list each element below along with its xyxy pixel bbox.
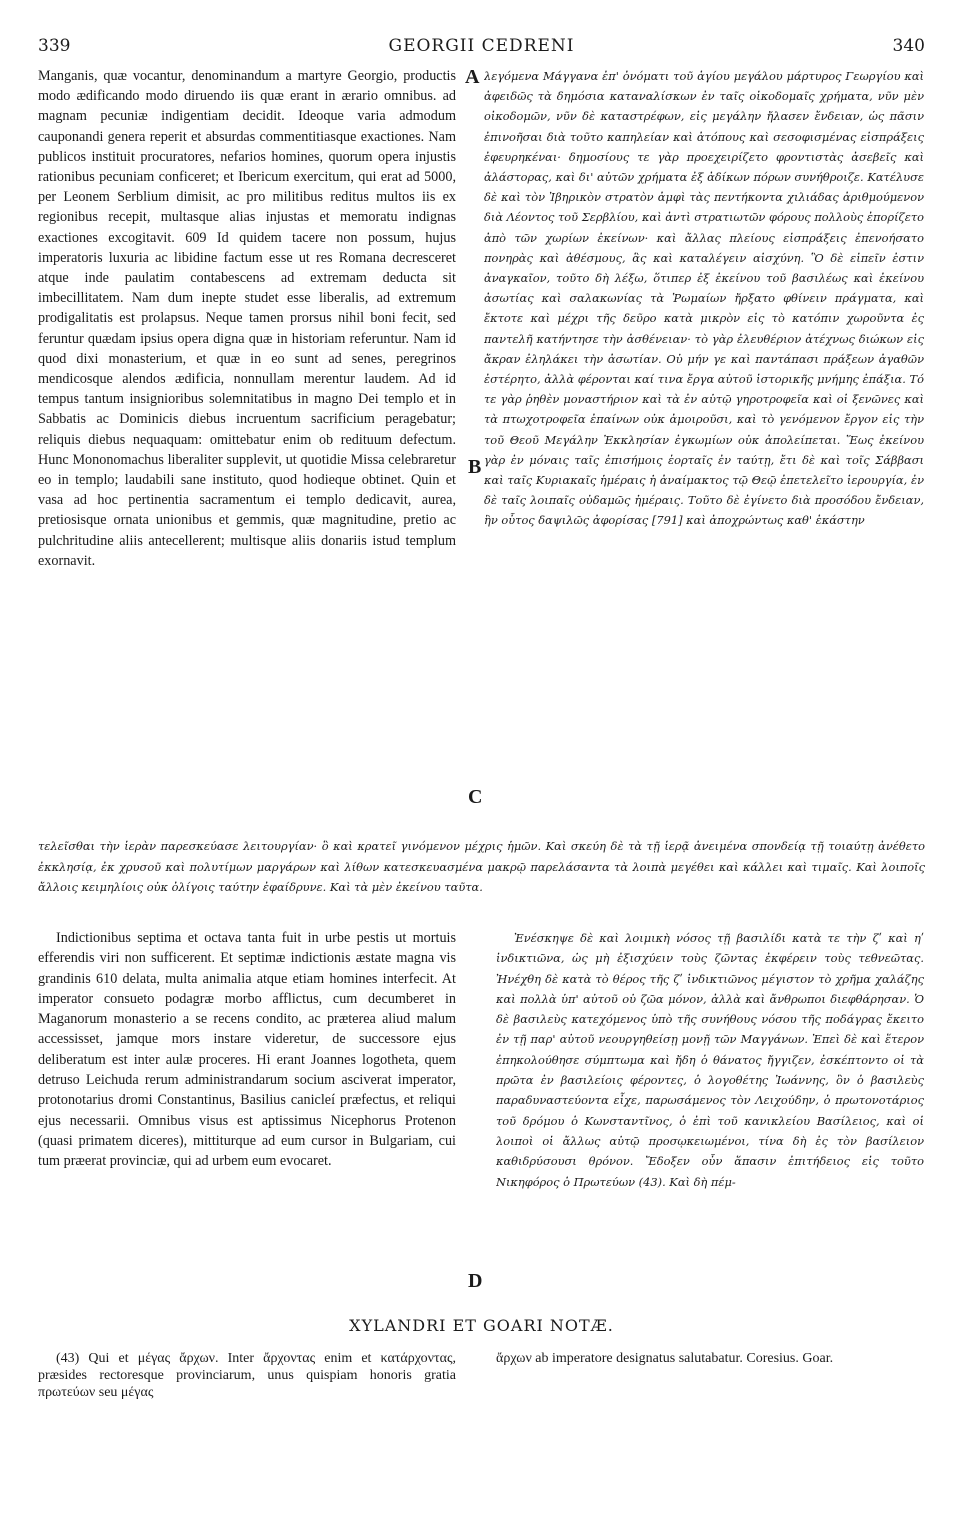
notes-left-column xyxy=(38,1350,456,1410)
notes-right-column xyxy=(496,1350,924,1410)
running-title: GEORGII CEDRENI xyxy=(388,36,575,56)
page-number-left: 339 xyxy=(38,36,71,56)
greek-text-lower: Ἐνέσκηψε δὲ καὶ λοιμικὴ νόσος τῇ βασιλίδι κατὰ τε τὴν ζʹ καὶ ηʹ ἰνδικτιῶνα, ὡς μὴ ἐξισχύειν τοὺς ζῶντας ἐκφέρειν τοὺς τεθνεῶτας. Ἠνέχθη δὲ κατὰ τὸ θέρος τῆς ζʹ ἰνδικτιῶνος μέγιστον τὸ χρῆμα χαλάζης καὶ πολλὰ ὑπ' αὐτοῦ οὐ ζῶα μόνον, ἀλλὰ καὶ ἄνθρωποι διεφθάρησαν. Ὁ δὲ βασιλεὺς κατεχόμενος ὑπὸ τῆς συνήθους νόσου τῆς ποδάγρας ἔκειτο ἐν τῇ παρ' αὐτοῦ νεουργηθείσῃ μονῇ τῶν Μαγγάνων. Ἐπεὶ δὲ καὶ ἕτερον ἐπηκολούθησε σύμπτωμα καὶ ἤδη ὁ θάνατος ἤγγιζεν, ἐσκέπτοντο οἱ τὰ πρῶτα ἐν βασιλείοις φέροντες, ὁ λογοθέτης Ἰωάννης, ὃν ὁ βασιλεὺς παραδυναστεύοντα εἶχε, παρωσάμενος τὸν Λειχούδην, ὁ πρωτονοτάριος τοῦ δρόμου ὁ Κωνσταντῖνος, ὁ ἐπὶ τοῦ κανικλείου Βασίλειος, καὶ οἱ λοιποὶ οἱ ἄλλως αὐτῷ προσῳκειωμένοι, τίνα δὴ ἐς τὸν βασίλειον καθιδρύσουσι θρόνον. Ἔδοξεν οὖν ἅπασιν ἐπιτήδειος εἰς τοῦτο Νικηφόρος ὁ Πρωτεύων (43). Καὶ δὴ πέμ- xyxy=(496,931,924,1189)
notes-title: XYLANDRI ET GOARI NOTÆ. xyxy=(349,1316,614,1335)
margin-letter-a: A xyxy=(465,66,480,88)
greek-text-full-width: τελεῖσθαι τὴν ἱερὰν παρεσκεύασε λειτουργίαν· ὃ καὶ κρατεῖ γινόμενον μέχρις ἡμῶν. Καὶ σκεύη δὲ τὰ τῇ ἱερᾷ ἀνειμένα σπονδείᾳ τῇ τοιαύτῃ ἀνέθετο ἐκκλησίᾳ, ἐκ χρυσοῦ καὶ πολυτίμων μαργάρων καὶ λίθων κατεσκευασμένα μακρῷ παρελάσαντα τὰ λοιπὰ μεγέθει καὶ κάλλει καὶ τιμαῖς. Καὶ λοιποῖς ἄλλοις κειμηλίοις οὐκ ὀλίγοις ταύτην ἐφαίδρυνε. Καὶ τὰ μὲν ἐκείνου ταῦτα. xyxy=(38,839,925,894)
greek-column-upper xyxy=(484,66,924,833)
greek-column-lower xyxy=(496,928,924,1290)
greek-text-upper: λεγόμενα Μάγγανα ἐπ' ὀνόματι τοῦ ἁγίου μεγάλου μάρτυρος Γεωργίου καὶ ἀφειδῶς τὰ δημόσια καταναλίσκων ἐν ταῖς οἰκοδομαῖς χρήματα, νῦν μὲν οἰκοδομῶν, νῦν δὲ καταστρέφων, εἰς μεγάλην ἤλασεν ἔνδειαν, ὡς πᾶσιν ἐπινοῆσαι διὰ τοῦτο καπηλείαν καὶ ἀτόπους καὶ σεσοφισμένας εἰσπράξεις ἐφευρηκέναι· δημοσίους τε γὰρ προεχειρίζετο φροντιστὰς ἀσεβεῖς καὶ ἀλάστορας, καὶ δι' αὐτῶν χρήματα ἐξ ἀδίκων πόρων συνήθροιζε. Κατέλυσε δὲ καὶ τὸν Ἰβηρικὸν στρατὸν ἀμφὶ τὰς πεντήκοντα χιλιάδας ἀριθμούμενον διὰ Λέοντος τοῦ Σερβλίου, καὶ ἀντὶ στρατιωτῶν φόρους πολλοὺς ἐπορίζετο ἀπὸ τῶν χωρίων ἐκείνων· καὶ ἄλλας πλείους εἰσπράξεις ἐπενοήσατο πονηρὰς καὶ ἀθέσμους, ἃς καὶ καταλέγειν αἰσχύνη. Ὃ δὲ εἰπεῖν ἐστιν ἀναγκαῖον, τοῦτο δὴ λέξω, ὅτιπερ ἐξ ἐκείνου τοῦ βασιλέως καὶ ἐκείνου ἀσωτίας καὶ σαλακωνίας τὰ Ῥωμαίων ἤρξατο φθίνειν πράγματα, καὶ ἔκτοτε καὶ μέχρι τῆς δεῦρο κατὰ μικρὸν εἰς τὸ κατόπιν χωροῦντα ἐς παντελῆ κατήντησε τὴν ἀσθένειαν· τὸ γὰρ ἐλευθέριον ἀτέχνως διώκων εἰς ἄκραν ἐληλάκει τὴν ἀσωτίαν. Οὐ μήν γε καὶ παντάπασι πράξεων ἀγαθῶν ἐστέρητο, ἀλλὰ φέρονται καί τινα ἔργα αὐτοῦ ἱστορικῆς μνήμης ἐπάξια. Τό τε γὰρ ῥηθὲν μοναστήριον καὶ τὰ ἐν αὐτῷ γηροτροφεῖα καὶ οἱ ξενῶνες καὶ τὰ πτωχοτροφεῖα ἐπαίνων οὐκ ἀμοιροῦσι, καὶ τὸ γενόμενον ἔργον εἰς τὴν τοῦ Θεοῦ Μεγάλην Ἐκκλησίαν ἐγκωμίων οὐκ ἀπολείπεται. Ἕως ἐκείνου γὰρ ἐν μόναις ταῖς ἐπισήμοις ἑορταῖς ἐν ταύτῃ, ἔτι δὲ καὶ τοῖς Σάββασι καὶ ταῖς Κυριακαῖς ἡμέραις ἡ ἀναίμακτος τῷ Θεῷ ἐπετελεῖτο ἱερουργία, ἐν δὲ ταῖς λοιπαῖς οὐδαμῶς ἡμέραις. Τοῦτο δὲ ἐγίνετο διὰ προσόδου ἔνδειαν, ἣν οὗτος δαψιλῶς ἀφορίσας [791] καὶ ἀποχρώντως καθ' ἑκάστην xyxy=(484,69,924,528)
margin-letter-c: C xyxy=(468,786,483,808)
latin-text-lower: Indictionibus septima et octava tanta fuit in urbe pestis ut mortuis efferendis viri non sufficerent. Et septimæ indictionis æstate magna vis grandinis 610 delata, multa animalia atque etiam homines interfecit. At imperator consueto podagræ morbo afflictus, cum decumberet in Maganorum monasterio a se recens condito, ac præterea aliud malum accessisset, jamque mors instare videretur, de successore ejus deliberatum est inter aulæ proceres. Hi erant Joannes logotheta, quem detruso Leichuda rerum administrandarum socium asciverat imperator, protonotarius dromi Constantinus, Basilius canicleí præfectus, et reliqui ejus necessarii. Omnibus visus est aptissimus Nicephorus Protenon (quasi primatem diceres), mittiturque ad eum cursor in Bulgariam, cui tum præerat provinciæ, qui ad urbem eum evocaret. xyxy=(38,930,456,1170)
latin-column-lower xyxy=(38,928,456,1290)
latin-text-upper: Manganis, quæ vocantur, denominandum a martyre Georgio, productis modo ædificando modo diruendo iis quæ erant in ærario omnibus. ad magnam pecuniæ indigentiam decidit. Ideoque varia admodum cauponandi genera reperit et absurdas commentitiasque exactiones. Nam publicos instituit procuratores, nefarios homines, quorum opera injustis rationibus pecuniam conficeret; et Ibericum exercitum, qui erat ad 5000, per Leonem Serblium dimisit, ac pro militibus reditus multos iis ex regionibus recepit, multasque alias injustas et memoratu indignas exactiones excogitavit. 609 Id quidem tacere non possum, hujus imperatoris luxuria ac libidine factum esse ut res Romana decresceret atque inde paulatim contabescens ad extremam deducta sit imbecillitatem. Nam dum inepte studet esse liberalis, ad extremum prodigalitatis est prolapsus. Neque tamen prorsus nihil boni fecit, sed feruntur quædam ipsius opera digna quæ in historiam referuntur. Nam id quod dixi monasterium, et quæ in eo sunt ad senes, peregrinos mendicosque alendos ædificia, nonnullam merentur laudem. Ad id tempus tantum insignioribus solemnitatibus in magno Dei templo et in Sabbatis ac Dominicis diebus incruentum sacrificium peragebatur; reliquis diebus nequaquam: omittebatur enim ob redituum defectum. Hunc Mononomachus liberaliter supplevit, ut quotidie Missa celebraretur eo in templo; laudabili sane instituto, quod hodieque obtinet. Quin et vasa ad hoc pertinentia sacramentum ei templo dedicavit, aurea, pretiosisque ornata unionibus et gemmis, quæ magnitudine, pretio ac pulchritudine aliis antecellerent; multisque aliis donariis istud templum exornavit. xyxy=(38,68,456,569)
greek-full-width xyxy=(38,836,925,920)
note-43-left: (43) Qui et μέγας ἄρχων. Inter ἄρχοντας enim et κατάρχοντας, præsides rectoresque provinciarum, unus quispiam honoris gratia πρωτεύων seu μέγας xyxy=(38,1351,456,1400)
page-number-right: 340 xyxy=(892,36,925,56)
latin-column-upper xyxy=(38,66,456,833)
running-header xyxy=(0,36,963,60)
margin-letter-d: D xyxy=(468,1270,483,1292)
margin-letter-b: B xyxy=(468,456,482,478)
note-43-right: ἄρχων ab imperatore designatus salutabatur. Coresius. Goar. xyxy=(496,1351,834,1366)
